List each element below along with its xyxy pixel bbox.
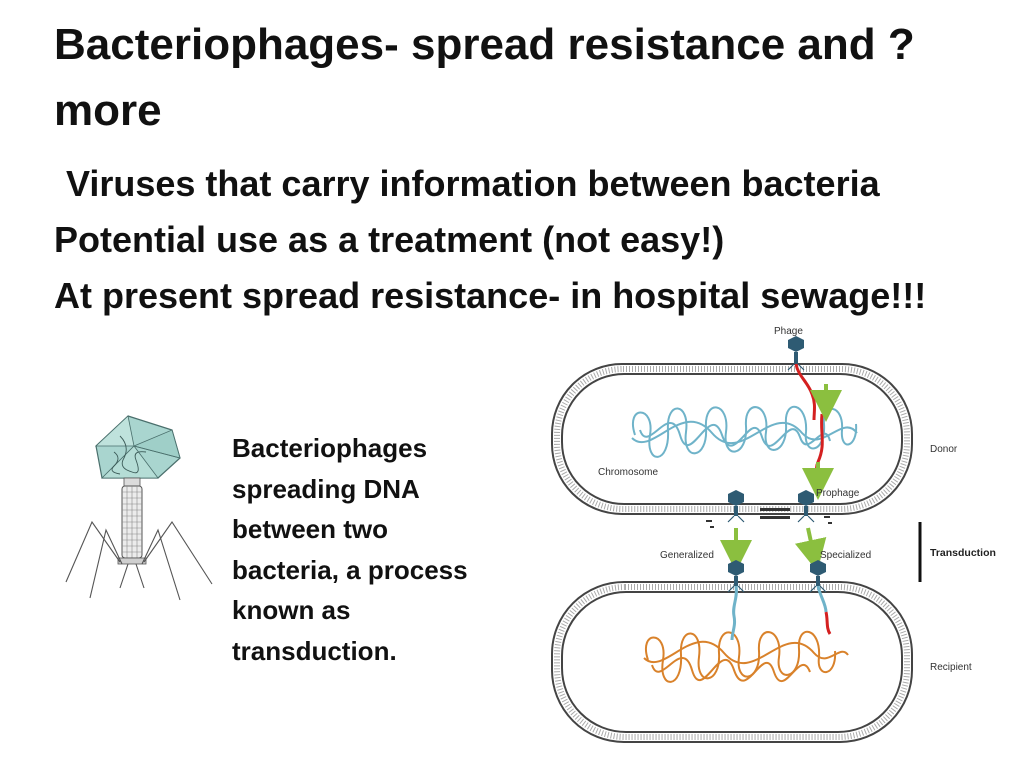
caption-line: known as — [232, 595, 351, 625]
recipient-cell — [552, 582, 912, 742]
label-generalized: Generalized — [660, 550, 714, 561]
caption-line: bacteria, a process — [232, 554, 468, 585]
label-donor: Donor — [930, 444, 958, 455]
label-specialized: Specialized — [820, 550, 872, 561]
label-transduction: Transduction — [930, 547, 996, 559]
phage-generalized-injecting — [728, 560, 744, 640]
label-phage: Phage — [774, 326, 803, 337]
bullet-resistance: At present spread resistance- in hospital sewage!!! — [54, 275, 927, 316]
caption-line: spreading DNA — [232, 473, 420, 504]
bullet-viruses: Viruses that carry information between bacteria — [66, 163, 880, 204]
bacteriophage-illustration — [62, 412, 222, 612]
label-prophage: Prophage — [816, 488, 860, 499]
slide-title: Bacteriophages- spread resistance and ? more — [54, 20, 915, 135]
bullet-treatment: Potential use as a treatment (not easy!) — [54, 219, 725, 260]
transduction-diagram — [540, 320, 1020, 760]
label-recipient: Recipient — [930, 662, 972, 673]
caption-line: transduction. — [232, 635, 397, 666]
recipient-chromosome — [644, 632, 848, 682]
label-chromosome: Chromosome — [598, 467, 659, 478]
figure-caption — [232, 428, 512, 671]
caption-line: between two — [232, 514, 389, 544]
bullet-list — [54, 156, 1014, 324]
caption-line: Bacteriophages — [232, 433, 428, 463]
phage-specialized-injecting — [810, 560, 830, 634]
